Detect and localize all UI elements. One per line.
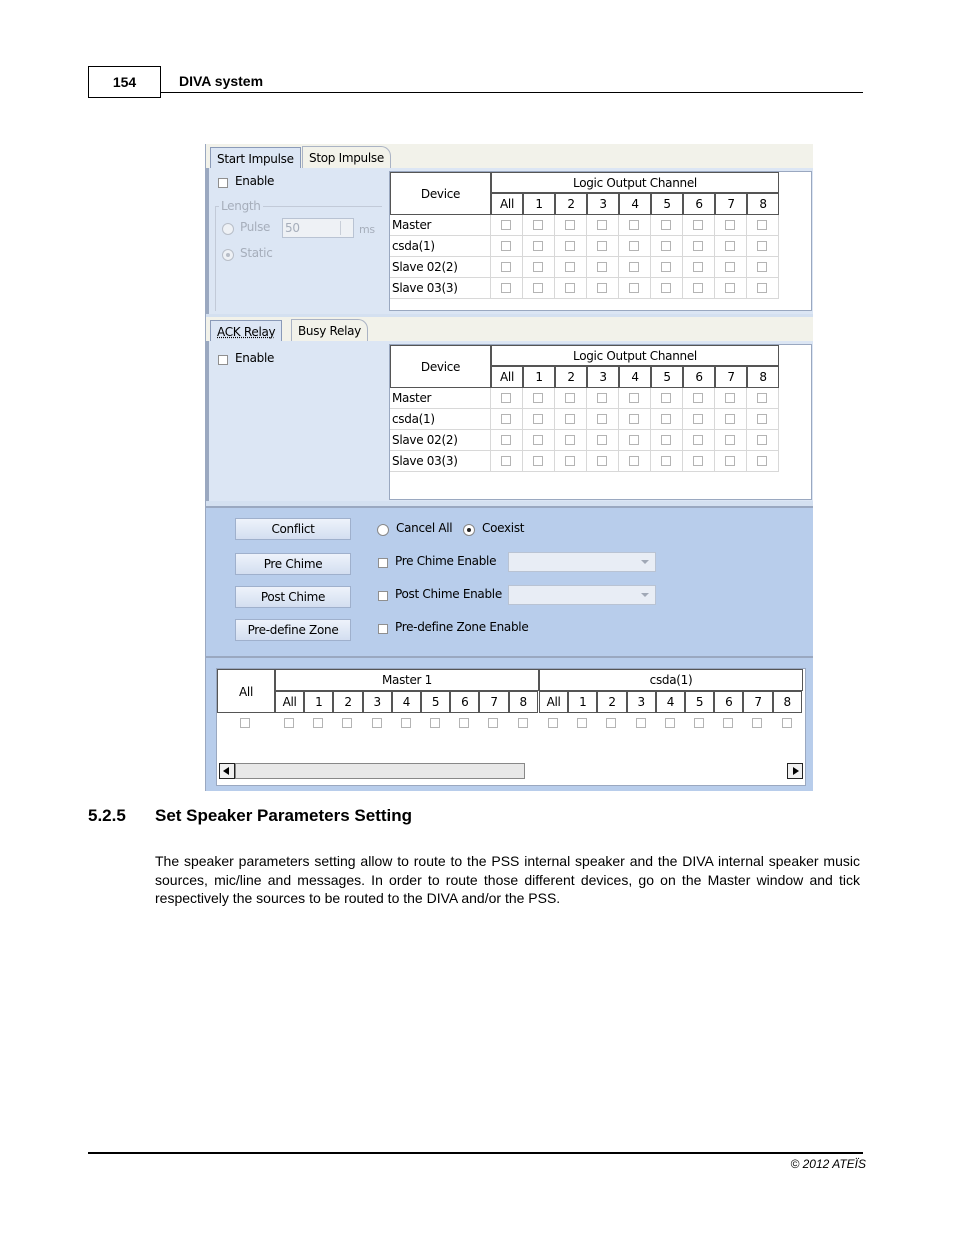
channel-header: All xyxy=(491,193,523,215)
relay-channel-checkbox[interactable] xyxy=(693,435,703,445)
channel-header: 3 xyxy=(587,366,619,388)
grid-cell xyxy=(747,388,779,409)
grid-cell xyxy=(491,409,523,430)
relay-channel-checkbox[interactable] xyxy=(597,414,607,424)
channel-header: 1 xyxy=(523,193,555,215)
grid-cell xyxy=(651,451,683,472)
impulse-channel-checkbox[interactable] xyxy=(693,241,703,251)
dropdown-arrow-icon xyxy=(641,560,649,564)
grid-cell xyxy=(587,388,619,409)
impulse-channel-checkbox[interactable] xyxy=(757,262,767,272)
relay-channel-checkbox[interactable] xyxy=(693,456,703,466)
zone-channel-header: 7 xyxy=(479,691,508,713)
zone-channel-header: All xyxy=(539,691,568,713)
relay-channel-checkbox[interactable] xyxy=(501,435,511,445)
tab-stop-impulse[interactable]: Stop Impulse xyxy=(302,146,391,169)
impulse-channel-checkbox[interactable] xyxy=(693,262,703,272)
grid-cell xyxy=(587,430,619,451)
zone-channel-checkbox[interactable] xyxy=(752,718,762,728)
grid-cell xyxy=(523,388,555,409)
zone-channel-checkbox[interactable] xyxy=(548,718,558,728)
grid-cell xyxy=(651,388,683,409)
impulse-channel-checkbox[interactable] xyxy=(693,283,703,293)
channel-header: 2 xyxy=(555,366,587,388)
channel-header: 8 xyxy=(747,366,779,388)
grid-cell xyxy=(555,215,587,236)
impulse-channel-checkbox[interactable] xyxy=(533,262,543,272)
grid-cell xyxy=(651,257,683,278)
grid-cell xyxy=(715,257,747,278)
grid-cell xyxy=(747,409,779,430)
scroll-right-button[interactable] xyxy=(787,763,803,779)
impulse-channel-checkbox[interactable] xyxy=(597,283,607,293)
device-name: Slave 02(2) xyxy=(390,257,491,278)
zone-channel-checkbox[interactable] xyxy=(401,718,411,728)
zone-channel-header: 5 xyxy=(685,691,714,713)
grid-cell xyxy=(683,430,715,451)
grid-cell xyxy=(715,430,747,451)
channel-header: 5 xyxy=(651,366,683,388)
grid-cell xyxy=(587,215,619,236)
grid-cell xyxy=(619,257,651,278)
relay-tab-body xyxy=(206,341,813,501)
relay-channel-checkbox[interactable] xyxy=(725,393,735,403)
grid-cell xyxy=(651,430,683,451)
grid-cell xyxy=(651,409,683,430)
page-number: 154 xyxy=(88,66,161,98)
pulse-label: Pulse xyxy=(240,220,271,234)
relay-channel-checkbox[interactable] xyxy=(661,393,671,403)
post-chime-enable-label: Post Chime Enable xyxy=(395,587,502,601)
zone-channel-header: 3 xyxy=(627,691,656,713)
grid-cell xyxy=(491,257,523,278)
grid-cell xyxy=(523,278,555,299)
cancel-all-label: Cancel All xyxy=(396,521,453,535)
impulse-tab-body xyxy=(206,168,813,314)
post-chime-button[interactable]: Post Chime xyxy=(235,586,351,608)
group-master-header: Master 1 xyxy=(275,669,539,691)
dropdown-arrow-icon xyxy=(641,593,649,597)
coexist-label: Coexist xyxy=(482,521,525,535)
impulse-channel-checkbox[interactable] xyxy=(725,262,735,272)
zone-channel-checkbox[interactable] xyxy=(488,718,498,728)
arrow-right-icon xyxy=(793,767,799,775)
pre-chime-select[interactable] xyxy=(508,552,656,572)
impulse-channel-checkbox[interactable] xyxy=(693,220,703,230)
grid-cell xyxy=(715,278,747,299)
relay-channel-checkbox[interactable] xyxy=(629,435,639,445)
zone-channel-header: 3 xyxy=(363,691,392,713)
relay-channel-checkbox[interactable] xyxy=(501,414,511,424)
channel-header: 1 xyxy=(523,366,555,388)
grid-cell xyxy=(747,451,779,472)
diva-settings-screenshot xyxy=(205,144,813,791)
logic-output-header: Logic Output Channel xyxy=(491,172,779,193)
coexist-radio[interactable] xyxy=(463,524,475,536)
device-header: Device xyxy=(390,345,491,388)
grid-cell xyxy=(715,236,747,257)
pulse-radio[interactable] xyxy=(222,223,234,235)
zone-panel xyxy=(206,656,813,791)
grid-cell xyxy=(619,409,651,430)
zone-channel-checkbox[interactable] xyxy=(606,718,616,728)
grid-cell xyxy=(619,215,651,236)
channel-header: 8 xyxy=(747,193,779,215)
grid-cell xyxy=(747,215,779,236)
predefine-zone-enable-checkbox[interactable] xyxy=(378,624,388,634)
impulse-channel-checkbox[interactable] xyxy=(597,241,607,251)
relay-channel-checkbox[interactable] xyxy=(501,456,511,466)
grid-cell xyxy=(491,236,523,257)
relay-panel xyxy=(206,317,813,502)
grid-cell xyxy=(523,409,555,430)
static-radio[interactable] xyxy=(222,249,234,261)
impulse-channel-checkbox[interactable] xyxy=(501,220,511,230)
grid-cell xyxy=(619,236,651,257)
zone-channel-header: 8 xyxy=(773,691,802,713)
relay-channel-checkbox[interactable] xyxy=(533,435,543,445)
zone-table xyxy=(216,668,806,786)
cancel-all-radio[interactable] xyxy=(377,524,389,536)
impulse-channel-checkbox[interactable] xyxy=(501,283,511,293)
grid-cell xyxy=(715,388,747,409)
post-chime-enable-checkbox[interactable] xyxy=(378,591,388,601)
relay-channel-checkbox[interactable] xyxy=(565,435,575,445)
impulse-channel-checkbox[interactable] xyxy=(757,220,767,230)
relay-channel-checkbox[interactable] xyxy=(597,456,607,466)
impulse-channel-checkbox[interactable] xyxy=(533,283,543,293)
predefine-zone-enable-label: Pre-define Zone Enable xyxy=(395,620,529,634)
relay-channel-checkbox[interactable] xyxy=(693,414,703,424)
grid-cell xyxy=(523,430,555,451)
impulse-channel-checkbox[interactable] xyxy=(565,283,575,293)
relay-channel-checkbox[interactable] xyxy=(565,393,575,403)
relay-channel-checkbox[interactable] xyxy=(757,393,767,403)
scroll-thumb[interactable] xyxy=(235,763,525,779)
pre-chime-enable-checkbox[interactable] xyxy=(378,558,388,568)
predefine-zone-button[interactable]: Pre-define Zone xyxy=(235,619,351,641)
section-number: 5.2.5 xyxy=(88,806,126,825)
logic-output-header: Logic Output Channel xyxy=(491,345,779,366)
grid-cell xyxy=(523,236,555,257)
zone-channel-header: 6 xyxy=(450,691,479,713)
zone-channel-checkbox[interactable] xyxy=(518,718,528,728)
grid-cell xyxy=(555,409,587,430)
channel-header: 6 xyxy=(683,366,715,388)
grid-cell xyxy=(715,451,747,472)
impulse-channel-checkbox[interactable] xyxy=(661,241,671,251)
impulse-channel-checkbox[interactable] xyxy=(629,283,639,293)
device-header: Device xyxy=(390,172,491,215)
impulse-channel-checkbox[interactable] xyxy=(597,262,607,272)
impulse-enable-checkbox[interactable] xyxy=(218,178,228,188)
zone-channel-checkbox[interactable] xyxy=(694,718,704,728)
grid-cell xyxy=(491,388,523,409)
conflict-button[interactable]: Conflict xyxy=(235,518,351,540)
scroll-left-button[interactable] xyxy=(219,763,235,779)
zone-channel-checkbox[interactable] xyxy=(284,718,294,728)
impulse-channel-checkbox[interactable] xyxy=(533,241,543,251)
pre-chime-enable-label: Pre Chime Enable xyxy=(395,554,497,568)
tab-start-impulse[interactable]: Start Impulse xyxy=(210,147,301,170)
grid-cell xyxy=(683,451,715,472)
grid-cell xyxy=(683,278,715,299)
relay-channel-checkbox[interactable] xyxy=(725,435,735,445)
grid-cell xyxy=(523,215,555,236)
zone-channel-header: 7 xyxy=(743,691,772,713)
relay-channel-checkbox[interactable] xyxy=(597,393,607,403)
grid-cell xyxy=(555,257,587,278)
static-label: Static xyxy=(240,246,273,260)
zone-channel-header: 8 xyxy=(509,691,538,713)
relay-enable-checkbox[interactable] xyxy=(218,355,228,365)
pre-chime-button[interactable]: Pre Chime xyxy=(235,553,351,575)
impulse-channel-checkbox[interactable] xyxy=(725,220,735,230)
channel-header: 3 xyxy=(587,193,619,215)
relay-enable-label: Enable xyxy=(235,351,275,365)
footer-rule xyxy=(88,1152,863,1154)
impulse-panel xyxy=(206,144,813,316)
grid-cell xyxy=(747,278,779,299)
relay-channel-checkbox[interactable] xyxy=(533,414,543,424)
zone-channel-checkbox[interactable] xyxy=(459,718,469,728)
zone-channel-header: 1 xyxy=(304,691,333,713)
channel-header: 6 xyxy=(683,193,715,215)
relay-channel-checkbox[interactable] xyxy=(565,456,575,466)
tab-busy-relay[interactable]: Busy Relay xyxy=(291,319,368,342)
grid-cell xyxy=(555,388,587,409)
relay-channel-checkbox[interactable] xyxy=(693,393,703,403)
device-name: Slave 02(2) xyxy=(390,430,491,451)
zone-channel-checkbox[interactable] xyxy=(372,718,382,728)
zone-channel-checkbox[interactable] xyxy=(430,718,440,728)
grid-cell xyxy=(619,388,651,409)
relay-channel-checkbox[interactable] xyxy=(725,414,735,424)
grid-cell xyxy=(555,430,587,451)
impulse-channel-checkbox[interactable] xyxy=(501,241,511,251)
length-label: Length xyxy=(221,199,261,213)
device-name: Slave 03(3) xyxy=(390,451,491,472)
channel-header: 4 xyxy=(619,366,651,388)
impulse-channel-checkbox[interactable] xyxy=(725,283,735,293)
zone-channel-checkbox[interactable] xyxy=(723,718,733,728)
channel-header: 5 xyxy=(651,193,683,215)
relay-channel-checkbox[interactable] xyxy=(757,435,767,445)
zone-all-header: All xyxy=(217,669,275,713)
zone-channel-header: 4 xyxy=(392,691,421,713)
channel-header: 7 xyxy=(715,193,747,215)
zone-channel-checkbox[interactable] xyxy=(313,718,323,728)
grid-cell xyxy=(619,430,651,451)
device-name: Master xyxy=(390,215,491,236)
group-csda-header: csda(1) xyxy=(539,669,803,691)
impulse-channel-checkbox[interactable] xyxy=(533,220,543,230)
impulse-channel-checkbox[interactable] xyxy=(661,262,671,272)
impulse-channel-checkbox[interactable] xyxy=(565,241,575,251)
impulse-channel-checkbox[interactable] xyxy=(757,241,767,251)
impulse-channel-checkbox[interactable] xyxy=(565,220,575,230)
grid-cell xyxy=(683,257,715,278)
zone-channel-header: 4 xyxy=(656,691,685,713)
grid-cell xyxy=(491,430,523,451)
relay-channel-checkbox[interactable] xyxy=(629,414,639,424)
zone-all-checkbox[interactable] xyxy=(240,718,250,728)
pulse-spinner[interactable] xyxy=(282,218,354,238)
header-title: DIVA system xyxy=(179,73,264,89)
grid-cell xyxy=(491,215,523,236)
relay-channel-checkbox[interactable] xyxy=(661,456,671,466)
zone-channel-checkbox[interactable] xyxy=(342,718,352,728)
grid-cell xyxy=(555,451,587,472)
impulse-channel-checkbox[interactable] xyxy=(501,262,511,272)
grid-cell xyxy=(683,409,715,430)
channel-header: 7 xyxy=(715,366,747,388)
impulse-channel-checkbox[interactable] xyxy=(661,220,671,230)
grid-cell xyxy=(747,257,779,278)
relay-channel-checkbox[interactable] xyxy=(533,456,543,466)
zone-channel-header: 5 xyxy=(421,691,450,713)
relay-channel-checkbox[interactable] xyxy=(629,393,639,403)
header-rule xyxy=(161,92,863,93)
grid-cell xyxy=(555,236,587,257)
relay-channel-checkbox[interactable] xyxy=(757,456,767,466)
relay-channel-checkbox[interactable] xyxy=(661,435,671,445)
grid-cell xyxy=(683,236,715,257)
zone-channel-header: 1 xyxy=(568,691,597,713)
channel-header: All xyxy=(491,366,523,388)
zone-channel-header: All xyxy=(275,691,304,713)
zone-channel-header: 6 xyxy=(714,691,743,713)
grid-cell xyxy=(587,257,619,278)
grid-cell xyxy=(555,278,587,299)
tab-ack-relay[interactable]: ACK Relay xyxy=(210,320,282,343)
grid-cell xyxy=(491,451,523,472)
relay-channel-checkbox[interactable] xyxy=(597,435,607,445)
grid-cell xyxy=(587,409,619,430)
pulse-value: 50 xyxy=(285,221,300,235)
grid-cell xyxy=(523,451,555,472)
relay-channel-checkbox[interactable] xyxy=(757,414,767,424)
spinner-arrows-icon[interactable] xyxy=(340,221,351,235)
impulse-channel-checkbox[interactable] xyxy=(629,220,639,230)
relay-channel-checkbox[interactable] xyxy=(565,414,575,424)
impulse-channel-checkbox[interactable] xyxy=(725,241,735,251)
copyright: © 2012 ATEÏS xyxy=(790,1157,866,1171)
section-title: Set Speaker Parameters Setting xyxy=(155,806,413,825)
impulse-enable-label: Enable xyxy=(235,174,275,188)
relay-channel-checkbox[interactable] xyxy=(661,414,671,424)
arrow-left-icon xyxy=(223,767,229,775)
zone-channel-header: 2 xyxy=(333,691,362,713)
impulse-device-grid xyxy=(389,171,812,311)
zone-channel-header: 2 xyxy=(597,691,626,713)
impulse-channel-checkbox[interactable] xyxy=(757,283,767,293)
channel-header: 4 xyxy=(619,193,651,215)
grid-cell xyxy=(619,451,651,472)
impulse-channel-checkbox[interactable] xyxy=(629,241,639,251)
impulse-channel-checkbox[interactable] xyxy=(565,262,575,272)
grid-cell xyxy=(715,215,747,236)
grid-cell xyxy=(587,278,619,299)
device-name: Master xyxy=(390,388,491,409)
grid-cell xyxy=(747,430,779,451)
grid-cell xyxy=(491,278,523,299)
relay-channel-checkbox[interactable] xyxy=(725,456,735,466)
zone-channel-checkbox[interactable] xyxy=(636,718,646,728)
device-name: Slave 03(3) xyxy=(390,278,491,299)
impulse-channel-checkbox[interactable] xyxy=(597,220,607,230)
relay-channel-checkbox[interactable] xyxy=(629,456,639,466)
body-paragraph: The speaker parameters setting allow to route to the PSS internal speaker and the DIVA internal speaker music sources, mic/line and messages. In order to route those different devices, go on the Master window and tick respectively the sources to be routed to the DIVA and/or the PSS. xyxy=(155,853,860,906)
zone-channel-checkbox[interactable] xyxy=(782,718,792,728)
grid-cell xyxy=(619,278,651,299)
grid-cell xyxy=(683,388,715,409)
channel-header: 2 xyxy=(555,193,587,215)
grid-cell xyxy=(523,257,555,278)
grid-cell xyxy=(651,215,683,236)
grid-cell xyxy=(651,236,683,257)
relay-channel-checkbox[interactable] xyxy=(533,393,543,403)
impulse-channel-checkbox[interactable] xyxy=(661,283,671,293)
grid-cell xyxy=(683,215,715,236)
post-chime-select[interactable] xyxy=(508,585,656,605)
device-name: csda(1) xyxy=(390,409,491,430)
grid-cell xyxy=(715,409,747,430)
relay-device-grid xyxy=(389,344,812,500)
conflict-panel xyxy=(206,506,813,656)
grid-cell xyxy=(747,236,779,257)
device-name: csda(1) xyxy=(390,236,491,257)
grid-cell xyxy=(587,451,619,472)
zone-channel-checkbox[interactable] xyxy=(665,718,675,728)
relay-channel-checkbox[interactable] xyxy=(501,393,511,403)
impulse-channel-checkbox[interactable] xyxy=(629,262,639,272)
grid-cell xyxy=(651,278,683,299)
grid-cell xyxy=(587,236,619,257)
zone-channel-checkbox[interactable] xyxy=(577,718,587,728)
ms-label: ms xyxy=(359,223,375,236)
